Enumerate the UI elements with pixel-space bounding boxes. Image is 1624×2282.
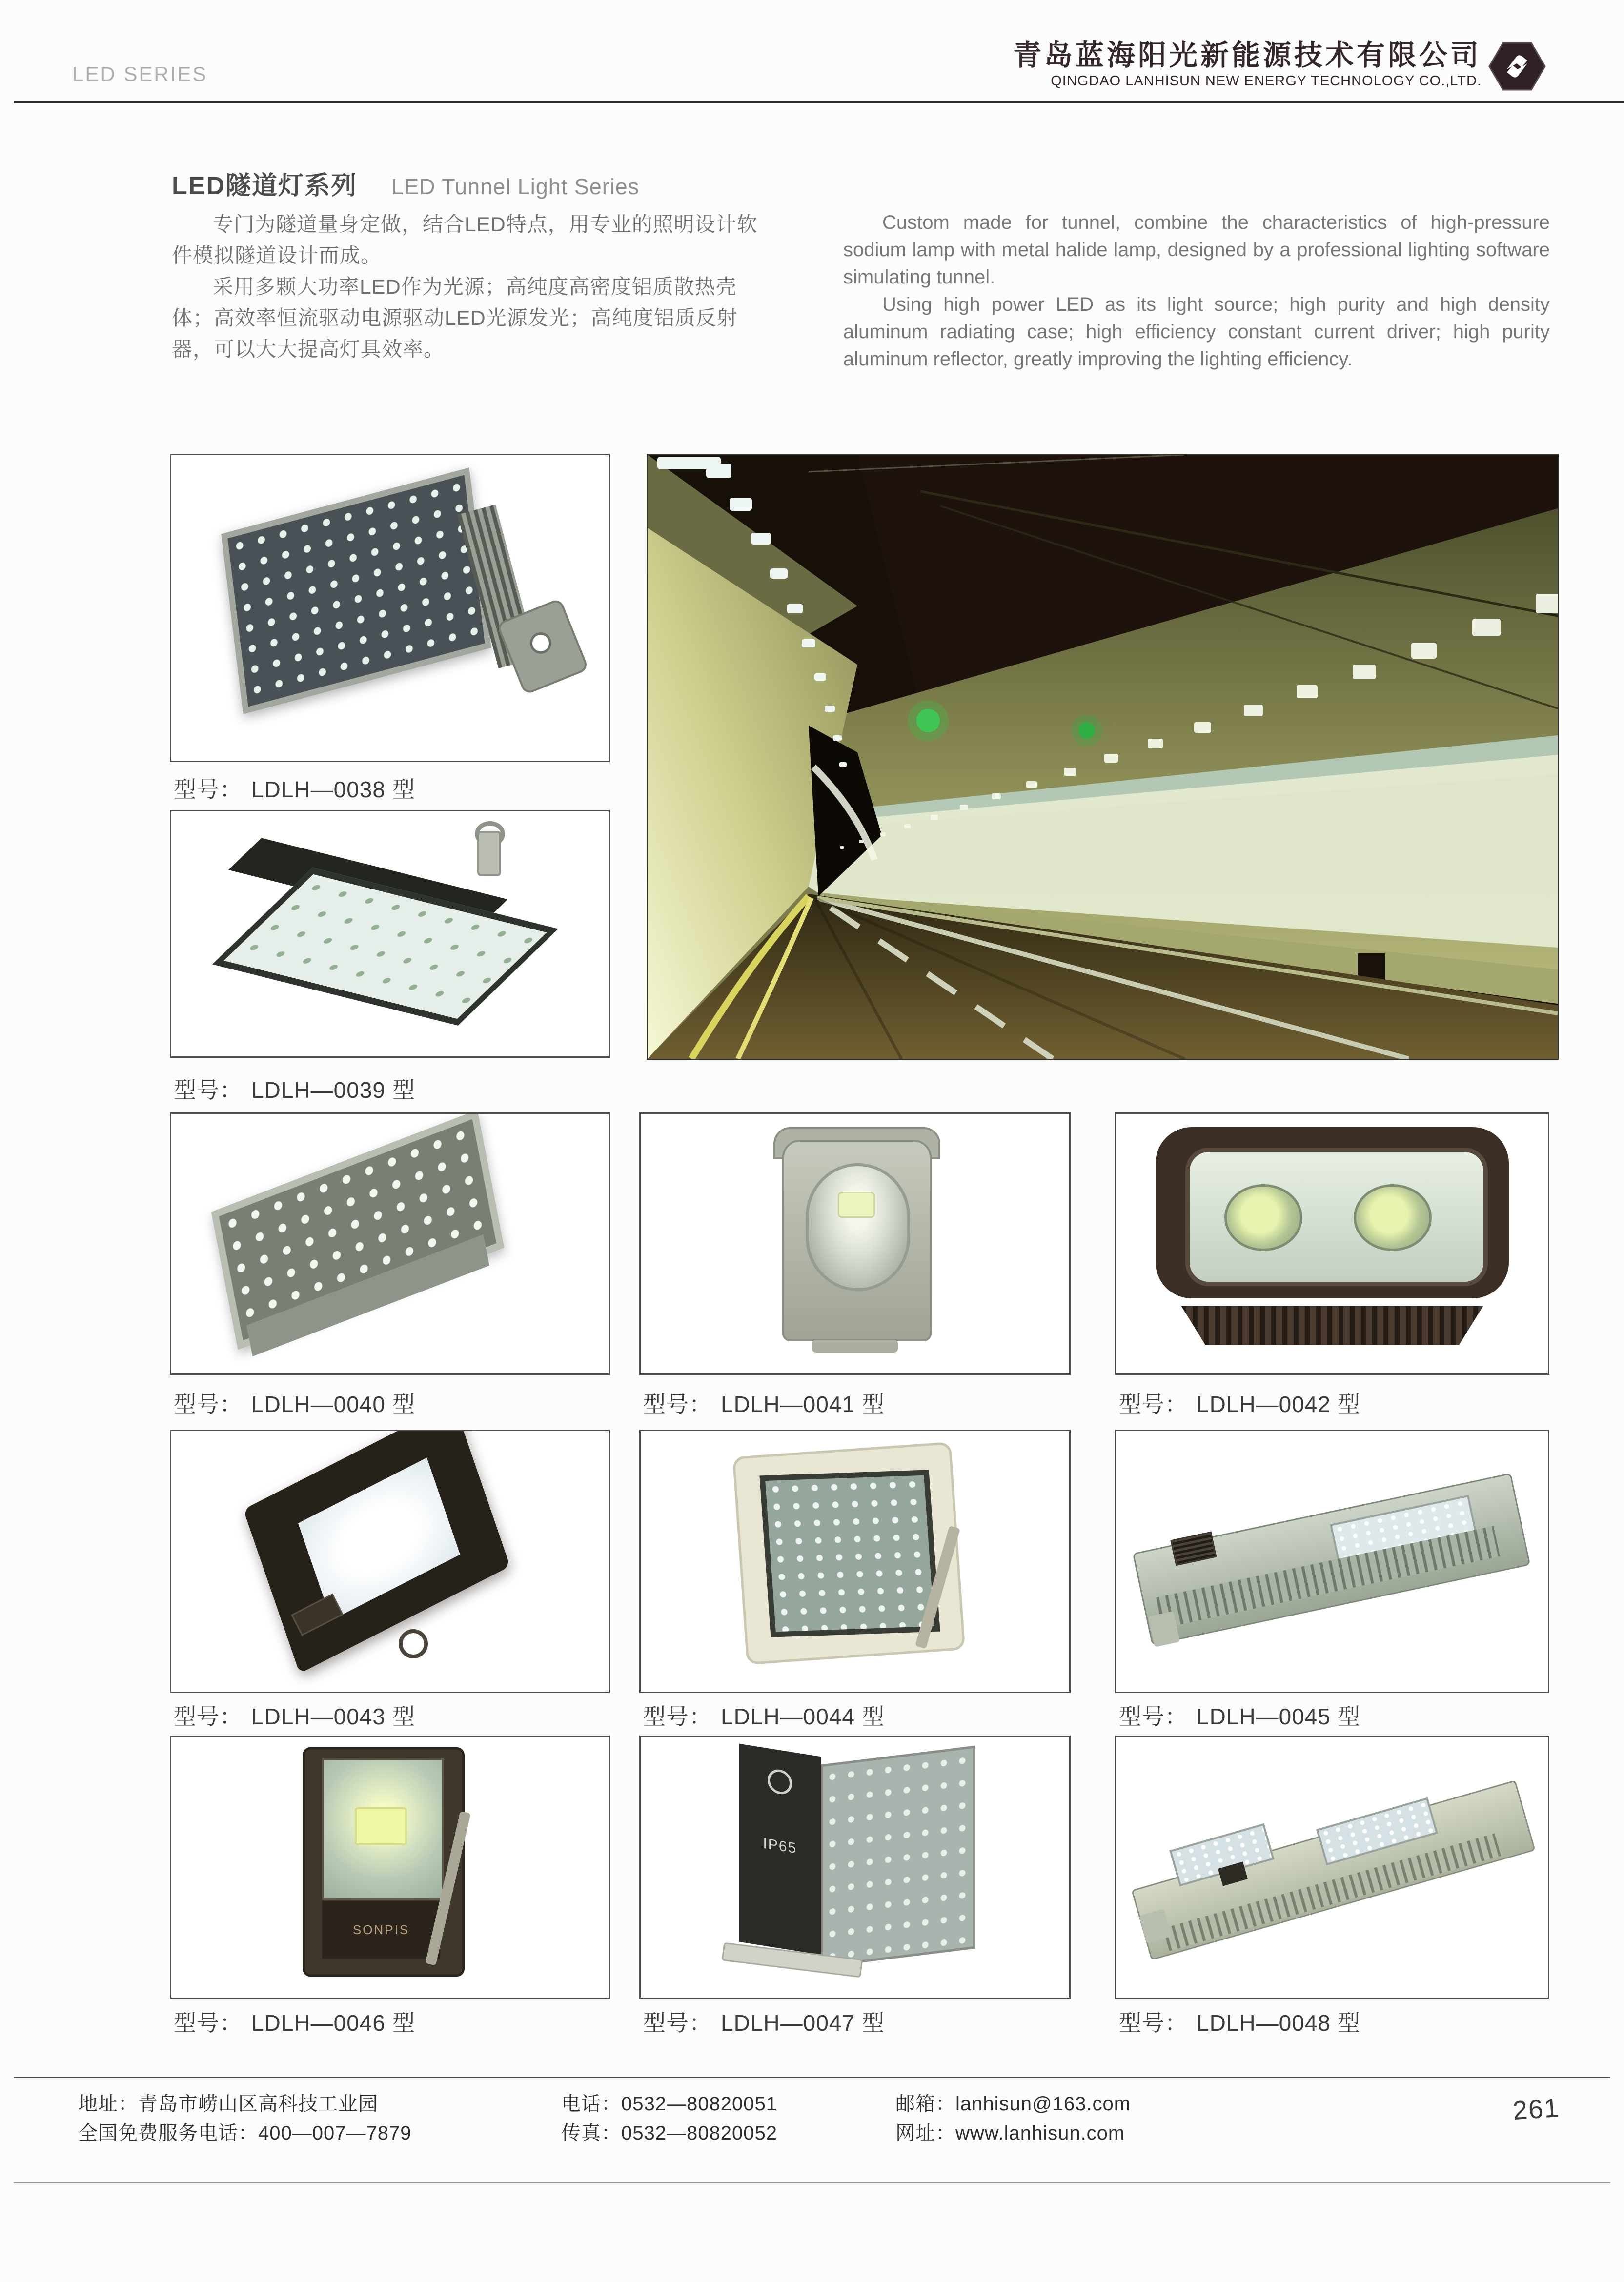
footer-website-line: 网址：www.lanhisun.com [895,2122,1125,2144]
product-image-ldlh-0042 [1116,1114,1548,1373]
page-title [172,165,639,202]
led-panel [759,1470,940,1637]
led-panel [212,868,558,1026]
bracket-hole [530,632,551,654]
intro-cn-p2: 采用多颗大功率LED作为光源；高纯度高密度铝质散热壳体；高效率恒流驱动电源驱动LED光源发光；高纯度铝质反射器，可以大大提高灯具效率。 [172,275,738,361]
model-label-ldlh-0038: 型号： LDLH—0038 型 [174,777,415,802]
heatsink-fins [1181,1306,1483,1345]
reflector [806,1163,910,1291]
product-image-ldlh-0045 [1116,1431,1548,1692]
product-cell-ldlh-0047 [639,1736,1071,1999]
footer-tel-line: 电话：0532—80820051 [561,2093,777,2115]
model-label-ldlh-0043: 型号： LDLH—0043 型 [174,1704,415,1729]
model-label-ldlh-0047: 型号： LDLH—0047 型 [643,2010,885,2036]
footer-rule [14,2077,1610,2078]
page-title-cn: LED隧道灯系列 [172,172,358,200]
footer-hotline-line: 全国免费服务电话：400—007—7879 [78,2122,412,2144]
footer-phone-block [561,2089,777,2148]
ip65-badge: IP65 [763,1835,797,1857]
product-image-ldlh-0041 [641,1114,1069,1373]
tunnel-photo-art [648,455,1558,1059]
intro-paragraphs-en [843,209,1550,373]
page-number: 261 [1512,2093,1561,2126]
model-label-ldlh-0048: 型号： LDLH—0048 型 [1119,2010,1360,2036]
footer-address-line: 地址：青岛市崂山区高科技工业园 [78,2093,378,2115]
intro-cn-p1: 专门为隧道量身定做，结合LED特点，用专业的照明设计软件模拟隧道设计而成。 [172,213,758,267]
product-cell-ldlh-0038 [170,454,610,762]
product-image-ldlh-0046 [171,1737,609,1998]
header-rule [14,101,1624,103]
cob-led [355,1807,407,1845]
product-cell-ldlh-0043 [170,1430,610,1693]
footer-email-line: 邮箱：lanhisun@163.com [895,2093,1131,2115]
model-label-ldlh-0039: 型号： LDLH—0039 型 [174,1077,415,1103]
led-panel [222,467,491,714]
model-label-ldlh-0046: 型号： LDLH—0046 型 [174,2010,415,2036]
model-label-ldlh-0041: 型号： LDLH—0041 型 [643,1392,885,1417]
company-name-en: QINGDAO LANHISUN NEW ENERGY TECHNOLOGY CO.,LTD. [1051,73,1482,89]
base-foot [812,1340,898,1353]
bottom-rule [14,2182,1610,2183]
led-panel [821,1746,975,1968]
cert-logo-icon [768,1768,792,1796]
brand-text: SONPIS [352,1922,410,1937]
hexagon-s-logo-icon [1487,39,1547,94]
product-cell-ldlh-0039 [170,810,610,1058]
cob-led [838,1192,875,1218]
product-cell-ldlh-0045 [1115,1430,1549,1693]
intro-paragraphs-cn [172,209,763,365]
intro-en-p1: Custom made for tunnel, combine the characteristics of high-pressure sodium lamp with metal halide lamp, designed by a professional lighting software simulating tunnel. [843,212,1550,288]
product-cell-ldlh-0042 [1115,1112,1549,1375]
lower-panel [322,1901,440,1958]
footer-address-block [78,2089,411,2148]
product-cell-ldlh-0041 [639,1112,1071,1375]
model-label-ldlh-0040: 型号： LDLH—0040 型 [174,1392,415,1417]
cob-lens-right [1354,1184,1432,1252]
product-image-ldlh-0040 [171,1114,609,1373]
product-image-ldlh-0048 [1116,1737,1548,1998]
mount-stem [477,831,501,876]
product-image-ldlh-0038 [171,455,609,761]
product-image-ldlh-0047 [641,1737,1069,1998]
product-image-ldlh-0039 [171,811,609,1056]
side-housing [739,1743,821,1954]
model-label-ldlh-0042: 型号： LDLH—0042 型 [1119,1392,1360,1417]
product-cell-ldlh-0046 [170,1736,610,1999]
product-cell-ldlh-0044 [639,1430,1071,1693]
product-cell-ldlh-0048 [1115,1736,1549,1999]
series-label: LED SERIES [72,62,208,85]
company-name-cn: 青岛蓝海阳光新能源技术有限公司 [1013,40,1482,71]
product-image-ldlh-0043 [171,1431,609,1692]
tunnel-photo [647,454,1559,1060]
product-cell-ldlh-0040 [170,1112,610,1375]
cob-lens-left [1224,1184,1302,1252]
company-header [1013,40,1482,91]
footer-fax-line: 传真：0532—80820052 [561,2122,777,2144]
model-label-ldlh-0044: 型号： LDLH—0044 型 [643,1704,885,1729]
intro-en-p2: Using high power LED as its light source; high purity and high density aluminum radiating case; high efficiency constant current driver; high purity aluminum reflector, greatly improving the lighting efficiency. [843,294,1550,370]
model-label-ldlh-0045: 型号： LDLH—0045 型 [1119,1704,1360,1729]
footer-web-block [895,2089,1131,2148]
product-image-ldlh-0044 [641,1431,1069,1692]
page-title-en: LED Tunnel Light Series [391,174,640,199]
cable-ring [399,1629,428,1658]
